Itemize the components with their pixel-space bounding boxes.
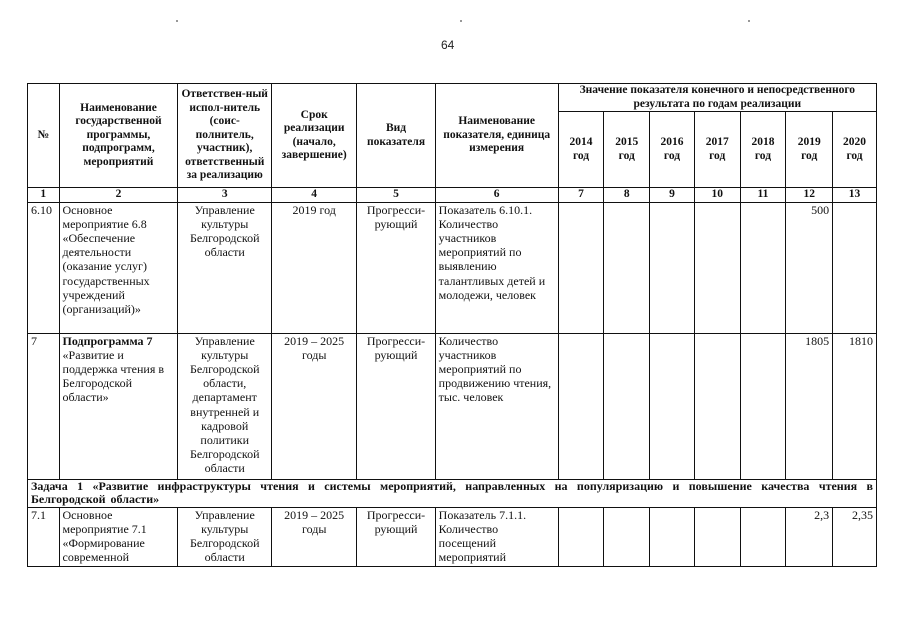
value-2018 [740, 202, 786, 333]
row-num: 6.10 [28, 202, 60, 333]
header-year-2019: 2019 год [786, 112, 833, 188]
value-2017 [694, 202, 740, 333]
column-number: 9 [650, 188, 695, 203]
row-num: 7.1 [28, 507, 60, 566]
value-2019: 2,3 [786, 507, 833, 566]
column-number: 2 [59, 188, 178, 203]
column-number: 3 [178, 188, 272, 203]
header-term: Срок реализации (начало, завершение) [271, 84, 356, 188]
task-title: Задача 1 «Развитие инфраструктуры чтения и системы мероприятий, направленных на популяризацию и повышение качества чтения в Белгородской области» [28, 479, 877, 507]
value-2018 [740, 333, 786, 479]
value-2015 [604, 333, 650, 479]
header-program-name: Наименование государственной программы, подпрограмм, мероприятий [59, 84, 178, 188]
row-indicator-type: Прогресси-рующий [357, 507, 435, 566]
column-number: 6 [435, 188, 558, 203]
column-number: 7 [558, 188, 604, 203]
row-indicator: Количество участников мероприятий по продвижению чтения, тыс. человек [435, 333, 558, 479]
column-number: 4 [271, 188, 356, 203]
scan-speck [748, 20, 750, 22]
row-name-cell [59, 333, 178, 479]
value-2016 [650, 202, 695, 333]
value-2014 [558, 202, 604, 333]
page-number: 64 [441, 38, 455, 52]
table-row [28, 333, 877, 479]
value-2018 [740, 507, 786, 566]
value-2016 [650, 507, 695, 566]
task-row [28, 479, 877, 507]
header-year-2014: 2014 год [558, 112, 604, 188]
column-number-row [28, 188, 877, 203]
row-responsible: Управление культуры Белгородской области, департамент внутренней и кадровой политики Белгородской области [178, 333, 272, 479]
row-indicator: Показатель 7.1.1. Количество посещений мероприятий [435, 507, 558, 566]
subprogram-title: Подпрограмма 7 [62, 333, 153, 348]
row-term: 2019 – 2025 годы [271, 333, 356, 479]
table-row [28, 202, 877, 333]
column-number: 5 [357, 188, 435, 203]
column-number: 11 [740, 188, 786, 203]
value-2020: 2,35 [833, 507, 877, 566]
value-2019: 500 [786, 202, 833, 333]
row-term: 2019 – 2025 годы [271, 507, 356, 566]
row-indicator-type: Прогресси-рующий [357, 202, 435, 333]
value-2019: 1805 [786, 333, 833, 479]
row-indicator-type: Прогресси-рующий [357, 333, 435, 479]
column-number: 13 [833, 188, 877, 203]
header-num: № [28, 84, 60, 188]
header-year-2018: 2018 год [740, 112, 786, 188]
row-num: 7 [28, 333, 60, 479]
value-2017 [694, 333, 740, 479]
row-name: Основное мероприятие 6.8 «Обеспечение деятельности (оказание услуг) государственных учреждений (организаций)» [59, 202, 178, 333]
row-responsible: Управление культуры Белгородской области [178, 202, 272, 333]
value-2020: 1810 [833, 333, 877, 479]
header-year-2016: 2016 год [650, 112, 695, 188]
column-number: 12 [786, 188, 833, 203]
row-name: «Развитие и поддержка чтения в Белгородской области» [62, 347, 165, 405]
value-2014 [558, 333, 604, 479]
value-2015 [604, 507, 650, 566]
value-2017 [694, 507, 740, 566]
header-indicator-name: Наименование показателя, единица измерения [435, 84, 558, 188]
header-year-2017: 2017 год [694, 112, 740, 188]
header-year-2015: 2015 год [604, 112, 650, 188]
header-indicator-type: Вид показателя [357, 84, 435, 188]
column-number: 1 [28, 188, 60, 203]
header-year-2020: 2020 год [833, 112, 877, 188]
scan-speck [460, 20, 462, 22]
indicator-table [27, 83, 877, 567]
header-responsible: Ответствен-ный испол-нитель (соис-полнитель, участник), ответственный за реализацию [178, 84, 272, 188]
table-row [28, 507, 877, 566]
header-values-by-year: Значение показателя конечного и непосредственного результата по годам реализации [558, 84, 876, 112]
column-number: 10 [694, 188, 740, 203]
row-term: 2019 год [271, 202, 356, 333]
column-number: 8 [604, 188, 650, 203]
value-2020 [833, 202, 877, 333]
row-name: Основное мероприятие 7.1 «Формирование современной [59, 507, 178, 566]
row-responsible: Управление культуры Белгородской области [178, 507, 272, 566]
value-2014 [558, 507, 604, 566]
row-indicator: Показатель 6.10.1. Количество участников мероприятий по выявлению талантливых детей и молодежи, человек [435, 202, 558, 333]
value-2015 [604, 202, 650, 333]
value-2016 [650, 333, 695, 479]
scan-speck [176, 20, 178, 22]
